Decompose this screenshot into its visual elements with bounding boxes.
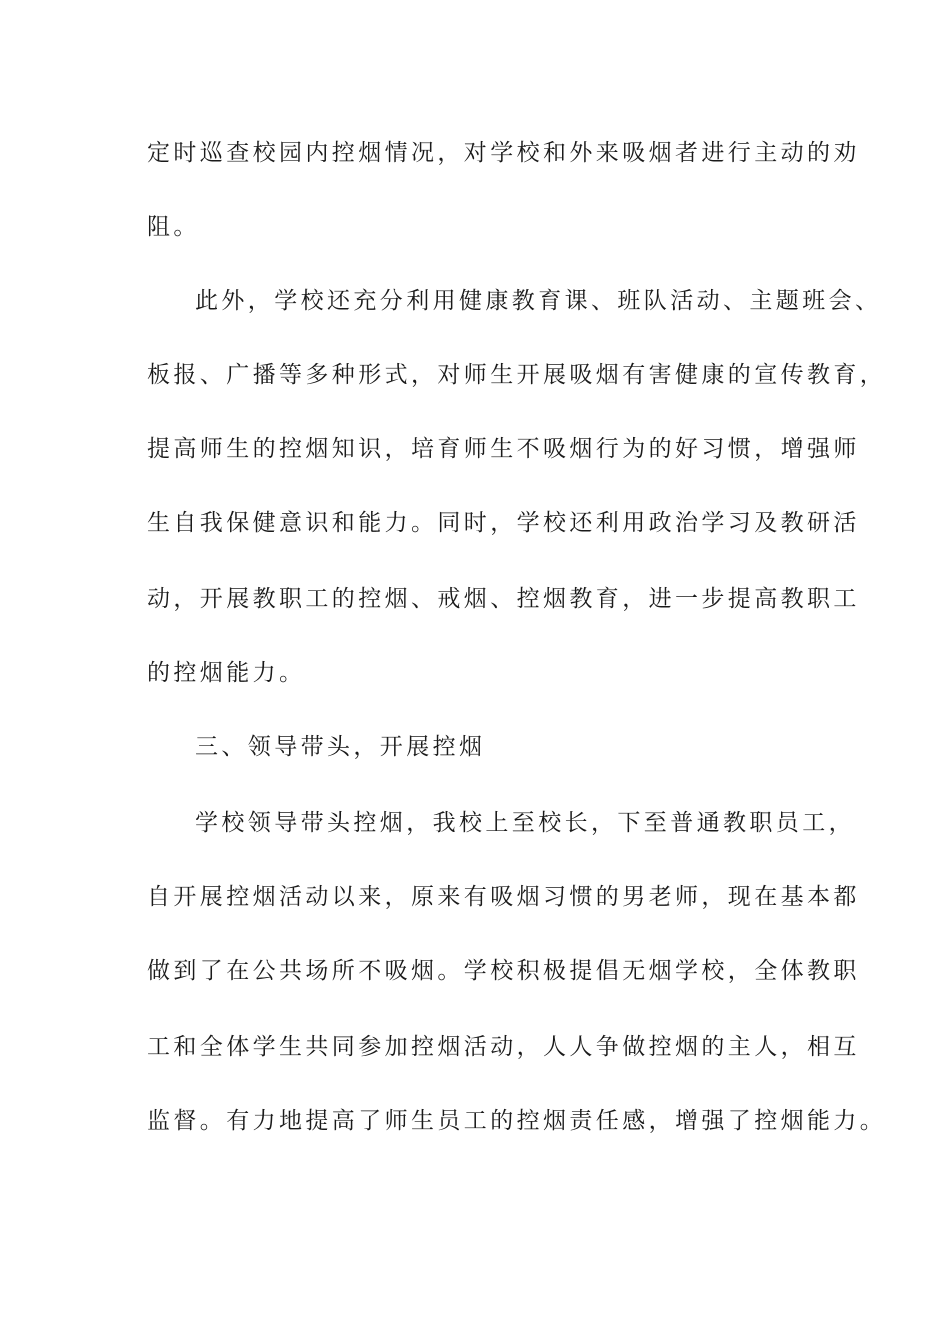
text-line: 阻。 xyxy=(147,214,200,240)
text-line: 生自我保健意识和能力。同时，学校还利用政治学习及教研活 xyxy=(147,510,860,536)
text-line: 自开展控烟活动以来，原来有吸烟习惯的男老师，现在基本都 xyxy=(147,884,860,910)
text-line: 的控烟能力。 xyxy=(147,660,306,686)
text-line: 提高师生的控烟知识，培育师生不吸烟行为的好习惯，增强师 xyxy=(147,436,860,462)
text-line: 做到了在公共场所不吸烟。学校积极提倡无烟学校，全体教职 xyxy=(147,958,860,984)
text-line: 工和全体学生共同参加控烟活动，人人争做控烟的主人，相互 xyxy=(147,1034,860,1060)
paragraph-start-line: 学校领导带头控烟，我校上至校长，下至普通教职员工， xyxy=(195,810,855,836)
text-line: 动，开展教职工的控烟、戒烟、控烟教育，进一步提高教职工 xyxy=(147,586,860,612)
text-line: 板报、广播等多种形式，对师生开展吸烟有害健康的宣传教育， xyxy=(147,362,887,388)
text-line: 监督。有力地提高了师生员工的控烟责任感，增强了控烟能力。 xyxy=(147,1108,887,1134)
section-heading: 三、领导带头，开展控烟 xyxy=(195,734,486,760)
paragraph-start-line: 此外，学校还充分利用健康教育课、班队活动、主题班会、 xyxy=(195,288,882,314)
text-line: 定时巡查校园内控烟情况，对学校和外来吸烟者进行主动的劝 xyxy=(147,140,860,166)
